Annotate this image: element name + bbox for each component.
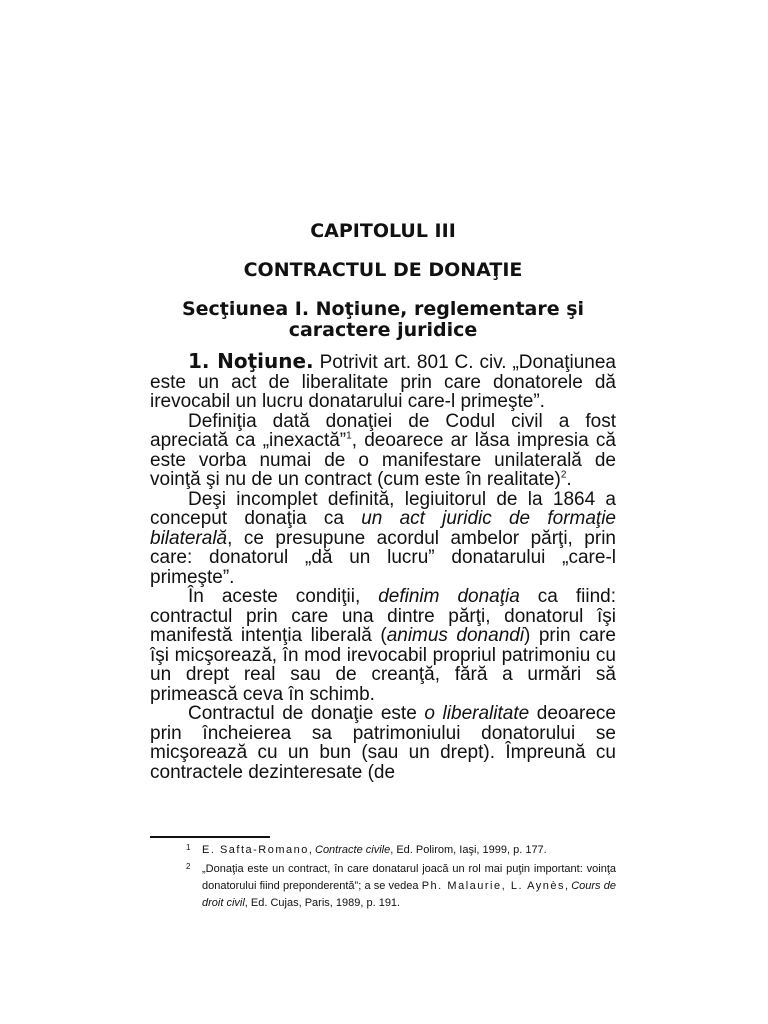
footnote-number: 1 [186,843,191,852]
footnote-ref-2[interactable]: 2 [560,469,567,481]
text-run: , Ed. Polirom, Iaşi, 1999, p. 177. [390,844,547,856]
paragraph-notiune [150,349,616,412]
footnote-number: 2 [186,862,191,871]
text-run: , ce presupune acordul ambelor părţi, prin care: donatorul „dă un lucru” donatarului „care-l primeşte”. [150,527,616,588]
italic-run: definim donaţia [378,586,520,607]
footnote-2 [186,861,616,912]
footnote-work: Contracte civile [315,844,391,856]
text-run: Contractul de donaţie este [188,703,425,724]
text-run: , [308,844,315,856]
footnote-1 [186,842,616,859]
text-run: Deşi incomplet definită, legiuitorul de la 1864 a conceput donaţia ca [150,488,616,529]
text-run: Definiţia dată donaţiei de Codul civil a fost apreciată ca „inexactă” [150,410,616,451]
section-heading: Secţiunea I. Noţiune, reglementare şi caractere juridice [181,298,585,341]
text-run: În aceste condiţii, [188,586,379,607]
italic-run: un act juridic de formaţie bilaterală [150,508,616,549]
chapter-title: CONTRACTUL DE DONAŢIE [243,259,523,281]
footnote-author: Ph. Malaurie, L. Aynès [421,880,565,892]
text-run: , deoarece ar lăsa impresia că este vorba numai de o manifestare unilaterală de voinţă şi nu de un contract (cum este în realitate) [150,430,616,490]
paragraph-lead: 1. Noţiune. [188,349,314,373]
footnote-author: E. Safta-Romano [202,844,309,856]
text-run: „Donaţia este un contract, în care donatarul joacă un rol mai puţin important: voinţa donatorului fiind preponderentă”; a se vedea [202,863,616,892]
italic-run: o liberalitate [424,703,530,724]
chapter-heading: CAPITOLUL III [310,220,456,242]
text-run: ) prin care îşi micşorează, în mod irevocabil propriul patrimoniu cu un drept real sau de creanţă, fără a urmări să primească ceva în schimb. [150,625,616,705]
footnotes [186,842,616,914]
paragraph-definition-critique [150,412,616,490]
text-run: . [566,469,572,490]
footnote-separator [150,836,270,838]
italic-run: animus donandi [386,625,525,646]
paragraph-text: Potrivit art. 801 C. civ. „Donaţiunea este un act de liberalitate prin care donatorele dă irevocabil un lucru donatarului care-l primeşte”. [150,352,616,412]
text-run: ca fiind: contractul prin care una dintre părţi, donatorul îşi manifestă intenţia liberală ( [150,586,616,646]
text-run: , Ed. Cujas, Paris, 1989, p. 191. [244,897,401,909]
footnote-work: Cours de droit civil [202,880,616,909]
text-run: , [564,880,572,892]
paragraph-bilateral [150,490,616,588]
footnote-ref-1[interactable]: 1 [346,430,352,442]
paragraph-definition [150,587,616,704]
body-text [150,349,617,783]
paragraph-liberality [150,704,616,782]
text-run: deoarece prin încheierea sa patrimoniului donatorului se micşorează cu un bun (sau un drept). Împreună cu contractele dezinteresate (de [150,703,617,783]
